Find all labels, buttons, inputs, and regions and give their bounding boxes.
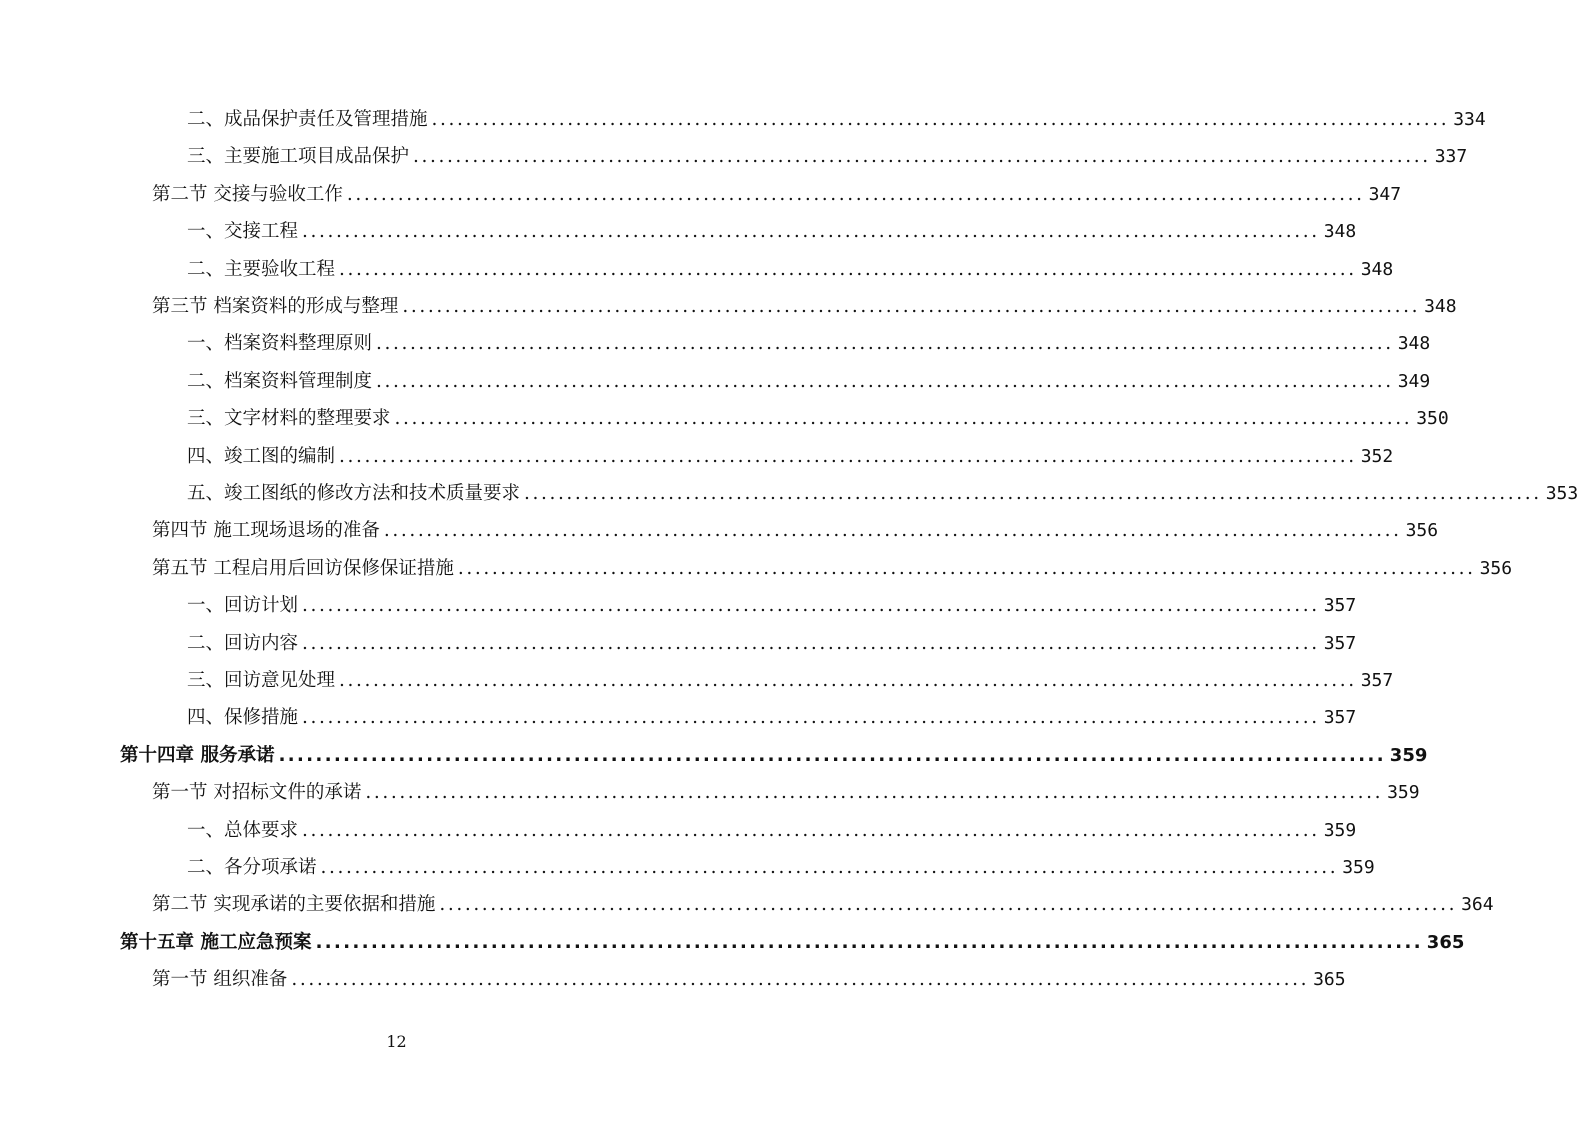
toc-entry[interactable]	[152, 778, 1420, 808]
toc-entry[interactable]	[152, 292, 1457, 322]
toc-dot-leader: ........................................................................................................................	[302, 632, 1320, 654]
toc-dot-leader: ........................................................................................................................	[339, 258, 1357, 280]
toc-dot-leader: ........................................................................................................................	[278, 744, 1386, 766]
toc-entry-title: 三、回访意见处理	[187, 670, 336, 691]
toc-dot-leader: ........................................................................................................................	[320, 857, 1339, 878]
toc-dot-leader: ........................................................................................................................	[302, 819, 1320, 841]
toc-entry[interactable]	[187, 142, 1468, 172]
toc-entry-page-number: 357	[1323, 595, 1357, 617]
toc-entry[interactable]	[187, 479, 1578, 509]
toc-entry-title: 四、保修措施	[187, 707, 299, 729]
toc-dot-leader: ........................................................................................................................	[394, 408, 1413, 430]
toc-entry-page-number: 348	[1397, 333, 1431, 355]
toc-entry[interactable]	[187, 703, 1357, 733]
toc-entry-page-number: 348	[1424, 296, 1457, 317]
toc-entry-title: 第五节 工程启用后回访保修保证措施	[152, 557, 454, 579]
toc-dot-leader: ........................................................................................................................	[439, 894, 1458, 916]
toc-entry-title: 二、各分项承诺	[187, 857, 317, 878]
toc-dot-leader: ........................................................................................................................	[302, 707, 1320, 729]
toc-entry[interactable]	[187, 329, 1431, 359]
toc-entry[interactable]	[120, 928, 1465, 958]
toc-entry-title: 第二节 交接与验收工作	[152, 183, 343, 205]
toc-dot-leader: ........................................................................................................................	[365, 782, 1384, 804]
toc-entry[interactable]	[187, 105, 1486, 135]
toc-entry[interactable]	[187, 217, 1357, 247]
toc-dot-leader: ........................................................................................................................	[524, 483, 1542, 504]
toc-dot-leader: ........................................................................................................................	[339, 445, 1357, 467]
toc-entry[interactable]	[187, 255, 1394, 285]
toc-entry-title: 五、竣工图纸的修改方法和技术质量要求	[187, 483, 521, 504]
toc-entry-page-number: 356	[1479, 557, 1513, 579]
toc-entry-title: 二、成品保护责任及管理措施	[187, 109, 428, 130]
toc-entry-page-number: 350	[1416, 408, 1449, 430]
toc-entry[interactable]	[187, 367, 1431, 397]
toc-entry-title: 一、档案资料整理原则	[187, 333, 373, 355]
toc-entry[interactable]	[152, 180, 1402, 210]
toc-entry-title: 第一节 组织准备	[152, 969, 288, 991]
toc-entry-page-number: 359	[1387, 782, 1420, 804]
toc-entry-page-number: 365	[1426, 931, 1465, 953]
toc-entry-page-number: 353	[1545, 483, 1578, 504]
toc-entry[interactable]	[187, 404, 1449, 434]
toc-dot-leader: ........................................................................................................................	[376, 333, 1394, 355]
toc-entry-page-number: 334	[1453, 109, 1486, 130]
toc-dot-leader: ........................................................................................................................	[302, 221, 1320, 243]
toc-entry-title: 第三节 档案资料的形成与整理	[152, 296, 399, 317]
toc-entry-page-number: 359	[1323, 819, 1357, 841]
toc-entry-page-number: 365	[1313, 969, 1346, 991]
toc-entry[interactable]	[152, 965, 1346, 995]
toc-entry[interactable]	[187, 853, 1375, 883]
toc-dot-leader: ........................................................................................................................	[457, 557, 1476, 579]
toc-dot-leader: ........................................................................................................................	[315, 931, 1423, 953]
toc-entry[interactable]	[152, 890, 1494, 920]
toc-entry-page-number: 348	[1360, 258, 1394, 280]
toc-entry[interactable]	[187, 591, 1357, 621]
toc-entry-title: 第十四章 服务承诺	[120, 744, 275, 766]
toc-entry-page-number: 357	[1323, 707, 1357, 729]
toc-entry-page-number: 359	[1389, 744, 1428, 766]
toc-entry-title: 第十五章 施工应急预案	[120, 931, 312, 953]
toc-dot-leader: ........................................................................................................................	[339, 670, 1357, 691]
toc-entry[interactable]	[187, 666, 1394, 696]
toc-entry-page-number: 349	[1397, 370, 1431, 392]
toc-dot-leader: ........................................................................................................................	[413, 146, 1431, 168]
toc-entry-title: 三、主要施工项目成品保护	[187, 146, 410, 168]
toc-entry-page-number: 359	[1342, 857, 1375, 878]
toc-entry-title: 四、竣工图的编制	[187, 445, 336, 467]
toc-entry[interactable]	[187, 816, 1357, 846]
toc-entry-page-number: 352	[1360, 445, 1394, 467]
toc-entry-page-number: 364	[1461, 894, 1494, 916]
toc-entry[interactable]	[187, 442, 1394, 472]
toc-entry-title: 三、文字材料的整理要求	[187, 408, 391, 430]
toc-dot-leader: ........................................................................................................................	[376, 370, 1394, 392]
toc-entry-title: 二、回访内容	[187, 632, 299, 654]
toc-entry-title: 第四节 施工现场退场的准备	[152, 520, 380, 542]
toc-entry[interactable]	[187, 629, 1357, 659]
toc-entry-page-number: 357	[1323, 632, 1357, 654]
toc-entry-title: 一、总体要求	[187, 819, 299, 841]
toc-entry-title: 二、档案资料管理制度	[187, 370, 373, 392]
toc-entry-title: 第一节 对招标文件的承诺	[152, 782, 362, 804]
toc-entry-title: 一、回访计划	[187, 595, 299, 617]
toc-entry-page-number: 348	[1323, 221, 1357, 243]
toc-entry-page-number: 337	[1434, 146, 1468, 168]
toc-entry-page-number: 357	[1360, 670, 1394, 691]
toc-entry[interactable]	[152, 516, 1439, 546]
toc-dot-leader: ........................................................................................................................	[383, 520, 1402, 542]
toc-dot-leader: ........................................................................................................................	[431, 109, 1450, 130]
toc-dot-leader: ........................................................................................................................	[402, 296, 1421, 317]
toc-dot-leader: ........................................................................................................................	[346, 183, 1365, 205]
page-number: 12	[386, 1032, 407, 1051]
toc-entry[interactable]	[152, 554, 1513, 584]
toc-entry-title: 二、主要验收工程	[187, 258, 336, 280]
toc-entry[interactable]	[120, 741, 1428, 771]
toc-dot-leader: ........................................................................................................................	[291, 969, 1310, 991]
toc-entry-page-number: 356	[1405, 520, 1439, 542]
toc-entry-page-number: 347	[1368, 183, 1402, 205]
toc-entry-title: 一、交接工程	[187, 221, 299, 243]
toc-dot-leader: ........................................................................................................................	[302, 595, 1320, 617]
toc-entry-title: 第二节 实现承诺的主要依据和措施	[152, 894, 436, 916]
